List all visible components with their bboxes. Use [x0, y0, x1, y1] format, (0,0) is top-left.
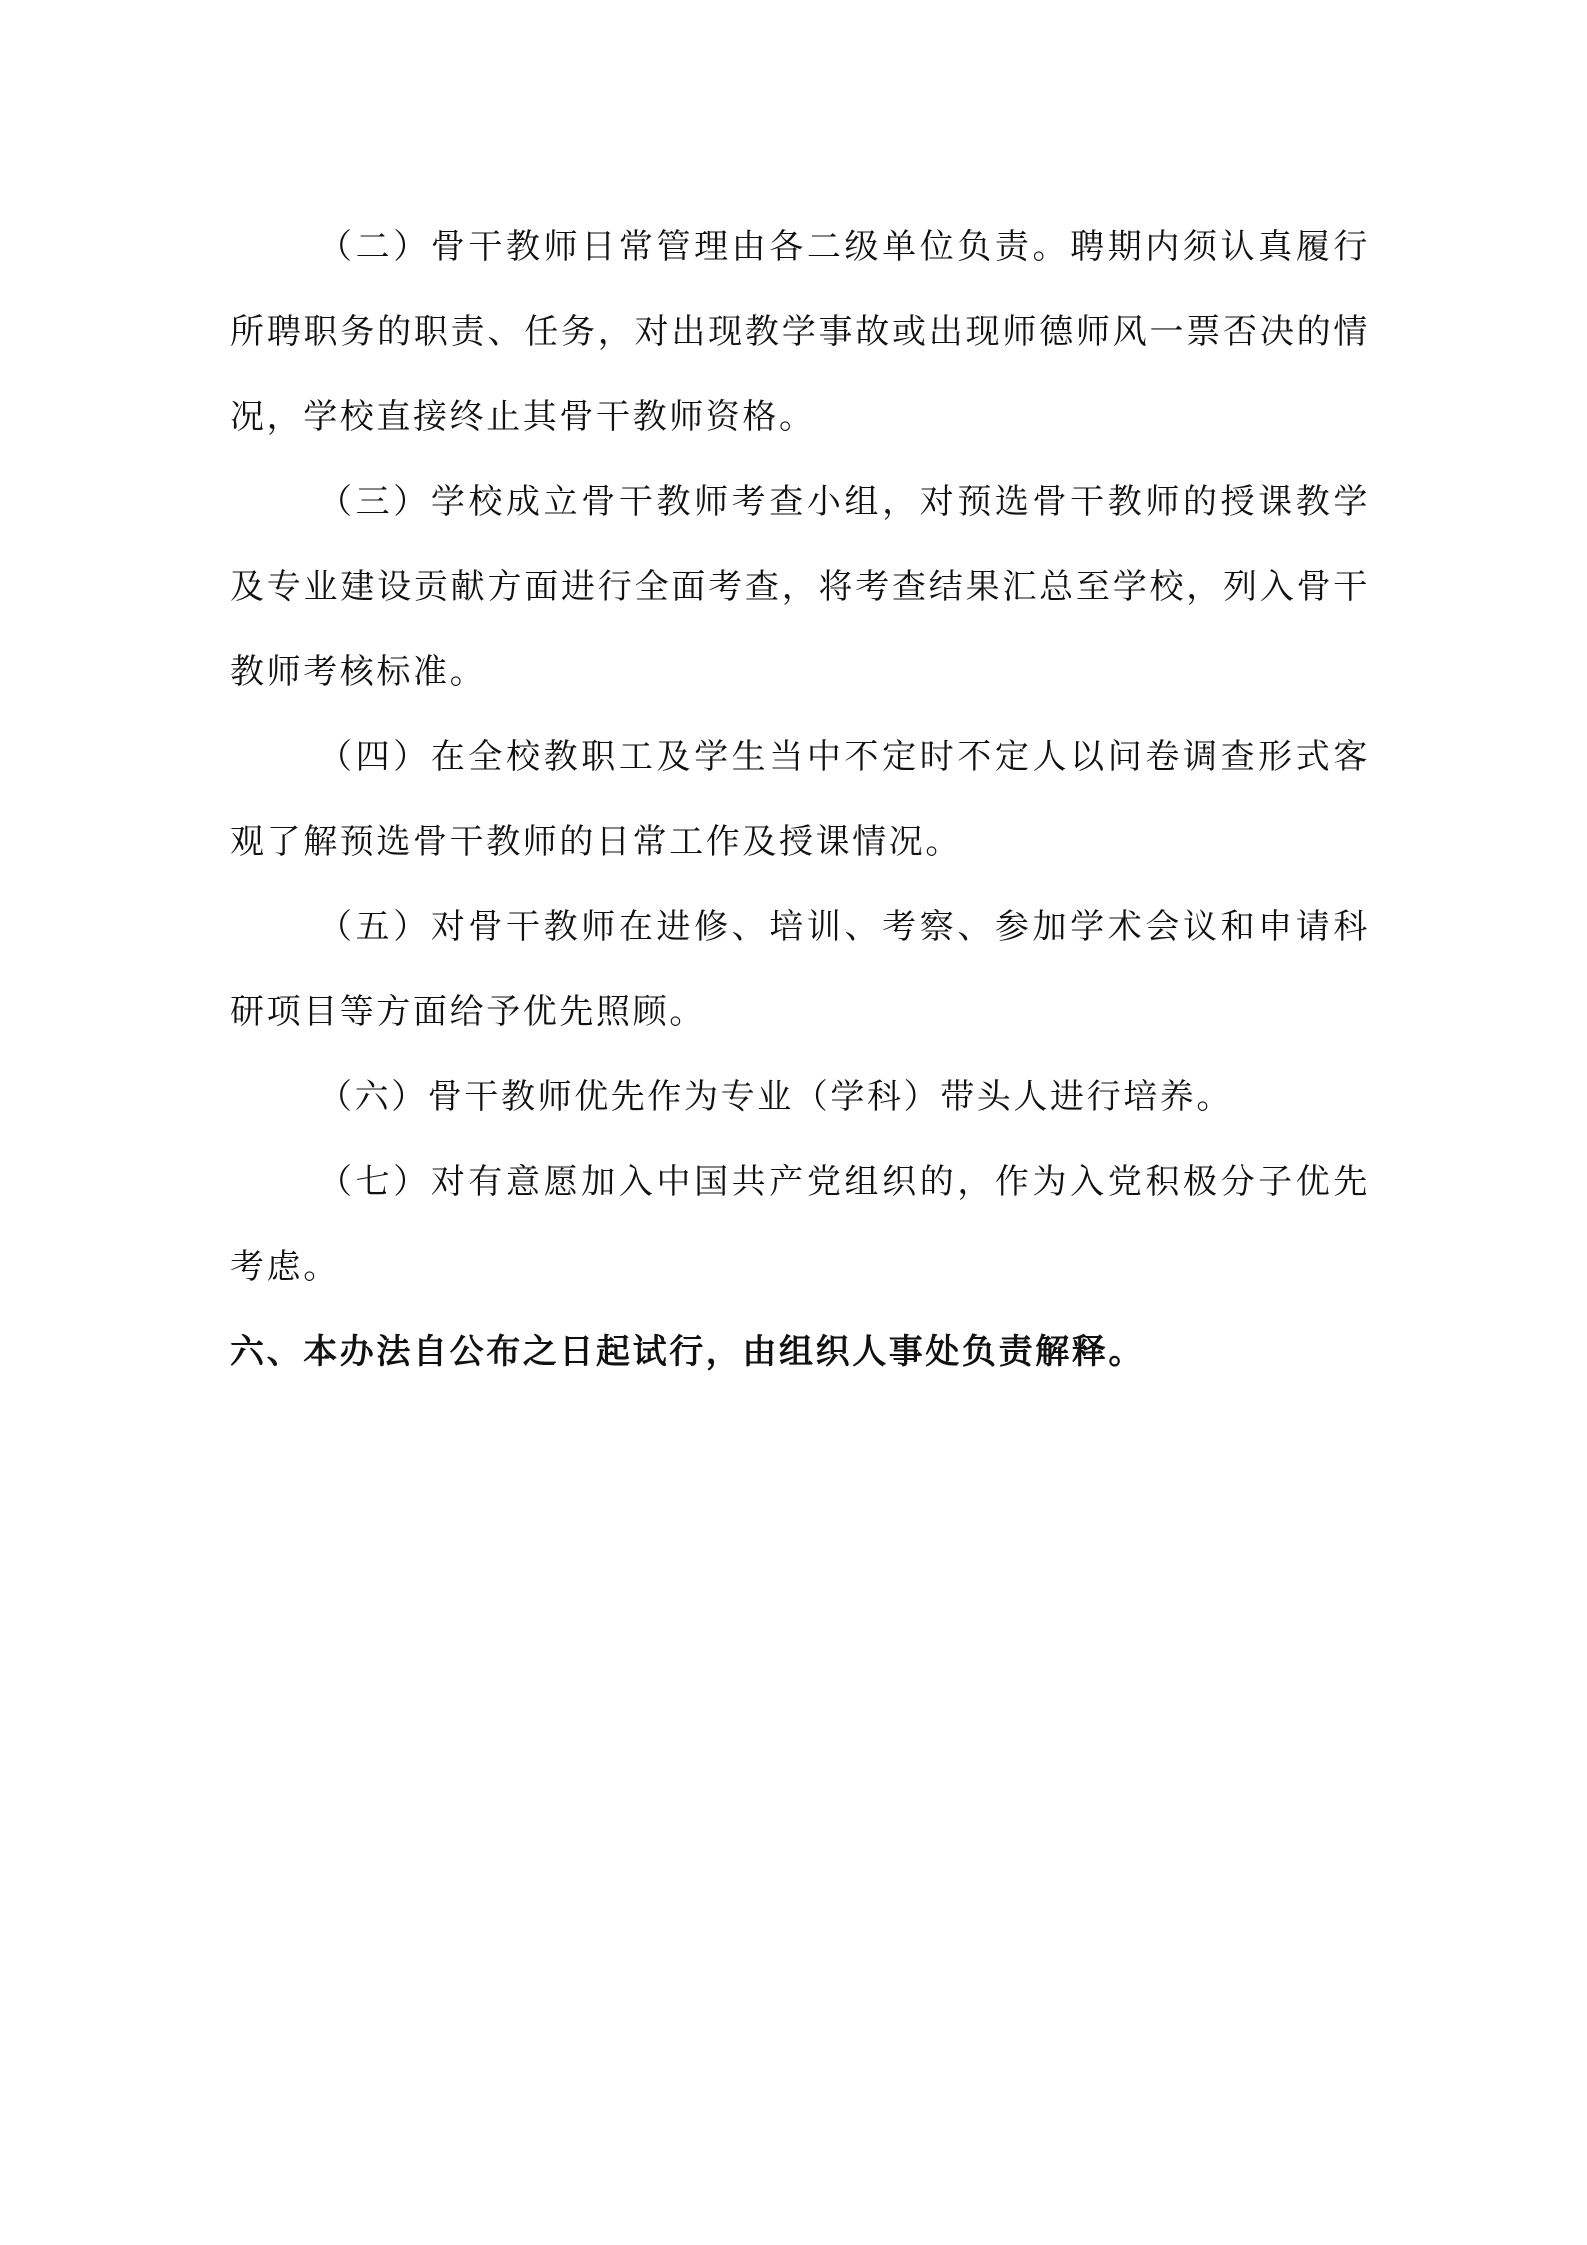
- paragraph-2: （二）骨干教师日常管理由各二级单位负责。聘期内须认真履行所聘职务的职责、任务，对出现教学事故或出现师德师风一票否决的情况，学校直接终止其骨干教师资格。: [230, 227, 1370, 437]
- paragraph-7: （七）对有意愿加入中国共产党组织的，作为入党积极分子优先考虑。: [230, 1162, 1370, 1287]
- paragraph-6: （六）骨干教师优先作为专业（学科）带头人进行培养。: [318, 1077, 1233, 1117]
- paragraph-5: （五）对骨干教师在进修、培训、考察、参加学术会议和申请科研项目等方面给予优先照顾。: [230, 907, 1370, 1032]
- document-body: [230, 205, 1370, 1395]
- paragraph-4: （四）在全校教职工及学生当中不定时不定人以问卷调查形式客观了解预选骨干教师的日常工作及授课情况。: [230, 737, 1370, 862]
- paragraph-3: （三）学校成立骨干教师考查小组，对预选骨干教师的授课教学及专业建设贡献方面进行全面考查，将考查结果汇总至学校，列入骨干教师考核标准。: [230, 482, 1370, 692]
- closing-clause: 六、本办法自公布之日起试行，由组织人事处负责解释。: [230, 1332, 1145, 1372]
